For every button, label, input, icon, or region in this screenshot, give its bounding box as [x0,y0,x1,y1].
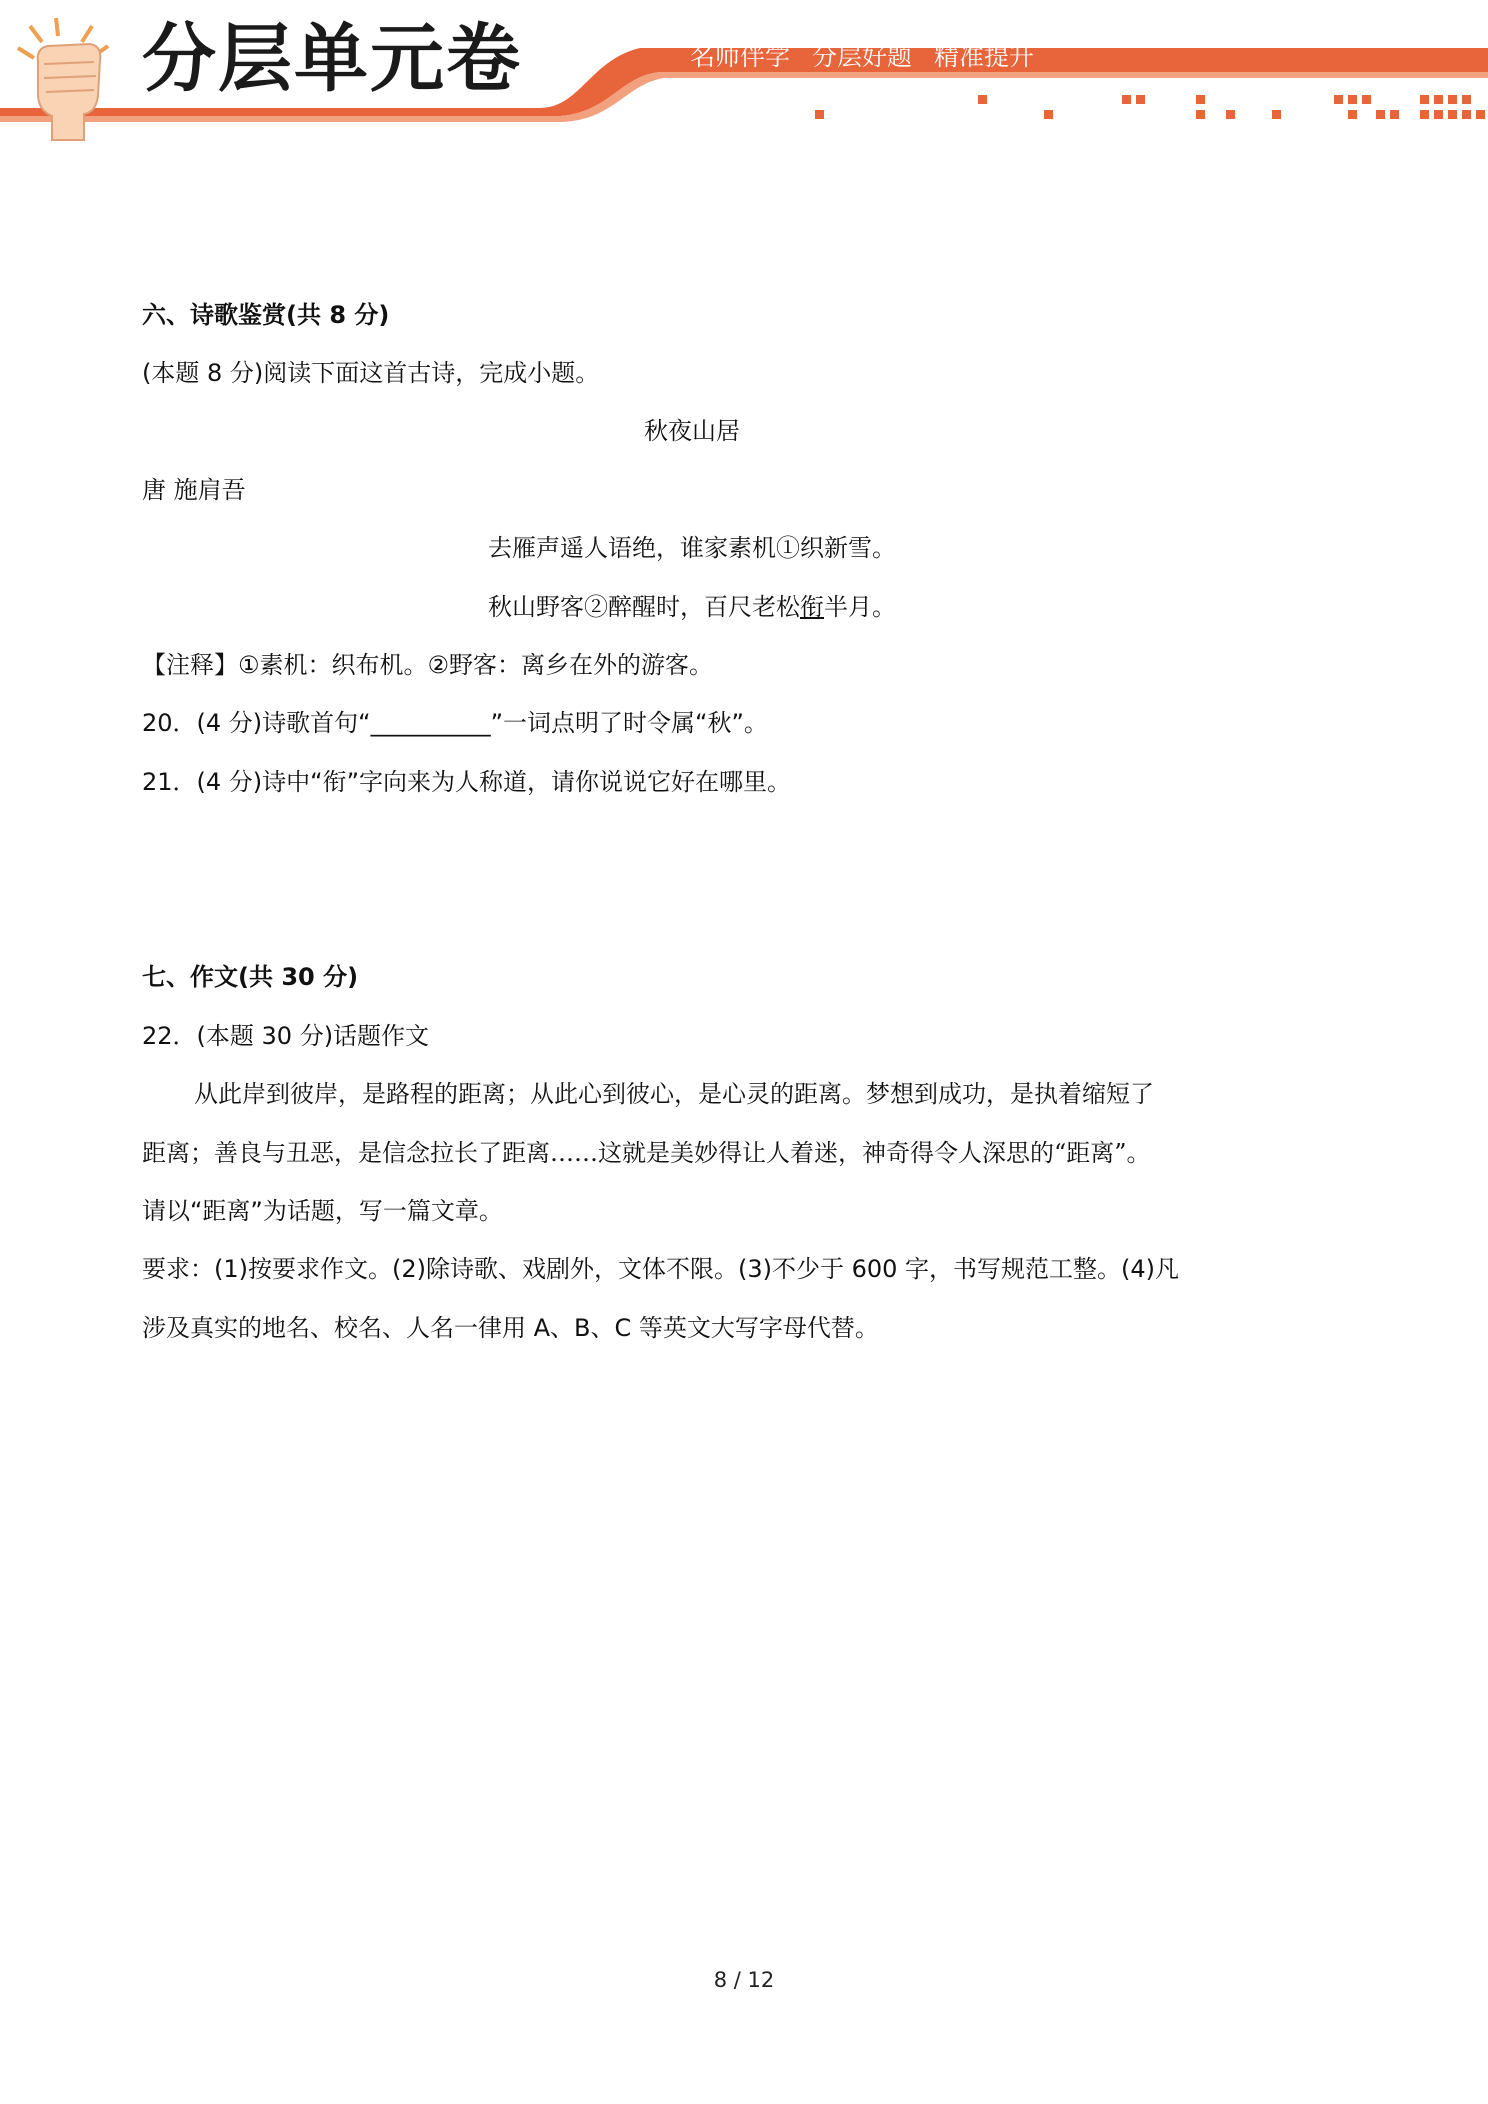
poem-line [142,592,1242,622]
essay-prompt: 距离；善良与丑恶，是信念拉长了距离……这就是美妙得让人着迷，神奇得令人深思的“距离”。 [142,1139,1151,1167]
poem-line-text: 半月。 [824,593,896,621]
question-20 [142,708,768,738]
section-heading: 六、诗歌鉴赏(共 8 分) [142,301,390,329]
answer-blank: __________ [370,709,491,737]
poem-line: 去雁声遥人语绝，谁家素机①织新雪。 [488,534,896,562]
question-22: 22．(本题 30 分)话题作文 [142,1022,430,1050]
poem-author: 唐 施肩吾 [142,476,246,504]
underlined-character: 衔 [800,593,824,621]
slogan-item: 名师伴学 [690,42,791,71]
page-header [0,0,1488,150]
slogan [690,44,1056,69]
essay-prompt: 从此岸到彼岸，是路程的距离；从此心到彼心，是心灵的距离。梦想到成功，是执着缩短了 [194,1080,1154,1108]
question-text: ”一词点明了时令属“秋”。 [490,709,768,737]
essay-requirements: 涉及真实的地名、校名、人名一律用 A、B、C 等英文大写字母代替。 [142,1314,879,1342]
question-21: 21．(4 分)诗中“衔”字向来为人称道，请你说说它好在哪里。 [142,768,792,796]
essay-instruction: 请以“距离”为话题，写一篇文章。 [142,1197,503,1225]
poem-line-text: 秋山野客②醉醒时，百尺老松 [488,593,800,621]
question-intro: (本题 8 分)阅读下面这首古诗，完成小题。 [142,359,600,387]
poem-note: 【注释】①素机：织布机。②野客：离乡在外的游客。 [142,651,714,679]
essay-requirements: 要求：(1)按要求作文。(2)除诗歌、戏剧外，文体不限。(3)不少于 600 字，书写规范工整。(4)凡 [142,1255,1180,1283]
section-heading: 七、作文(共 30 分) [142,963,359,991]
page-number: 8 / 12 [713,1968,775,1992]
slogan-item: 精准提升 [934,42,1035,71]
slogan-item: 分层好题 [812,42,913,71]
brand-title: 分层单元卷 [142,16,522,102]
poem-title: 秋夜山居 [644,417,740,445]
question-text: 20．(4 分)诗歌首句“ [142,709,371,737]
